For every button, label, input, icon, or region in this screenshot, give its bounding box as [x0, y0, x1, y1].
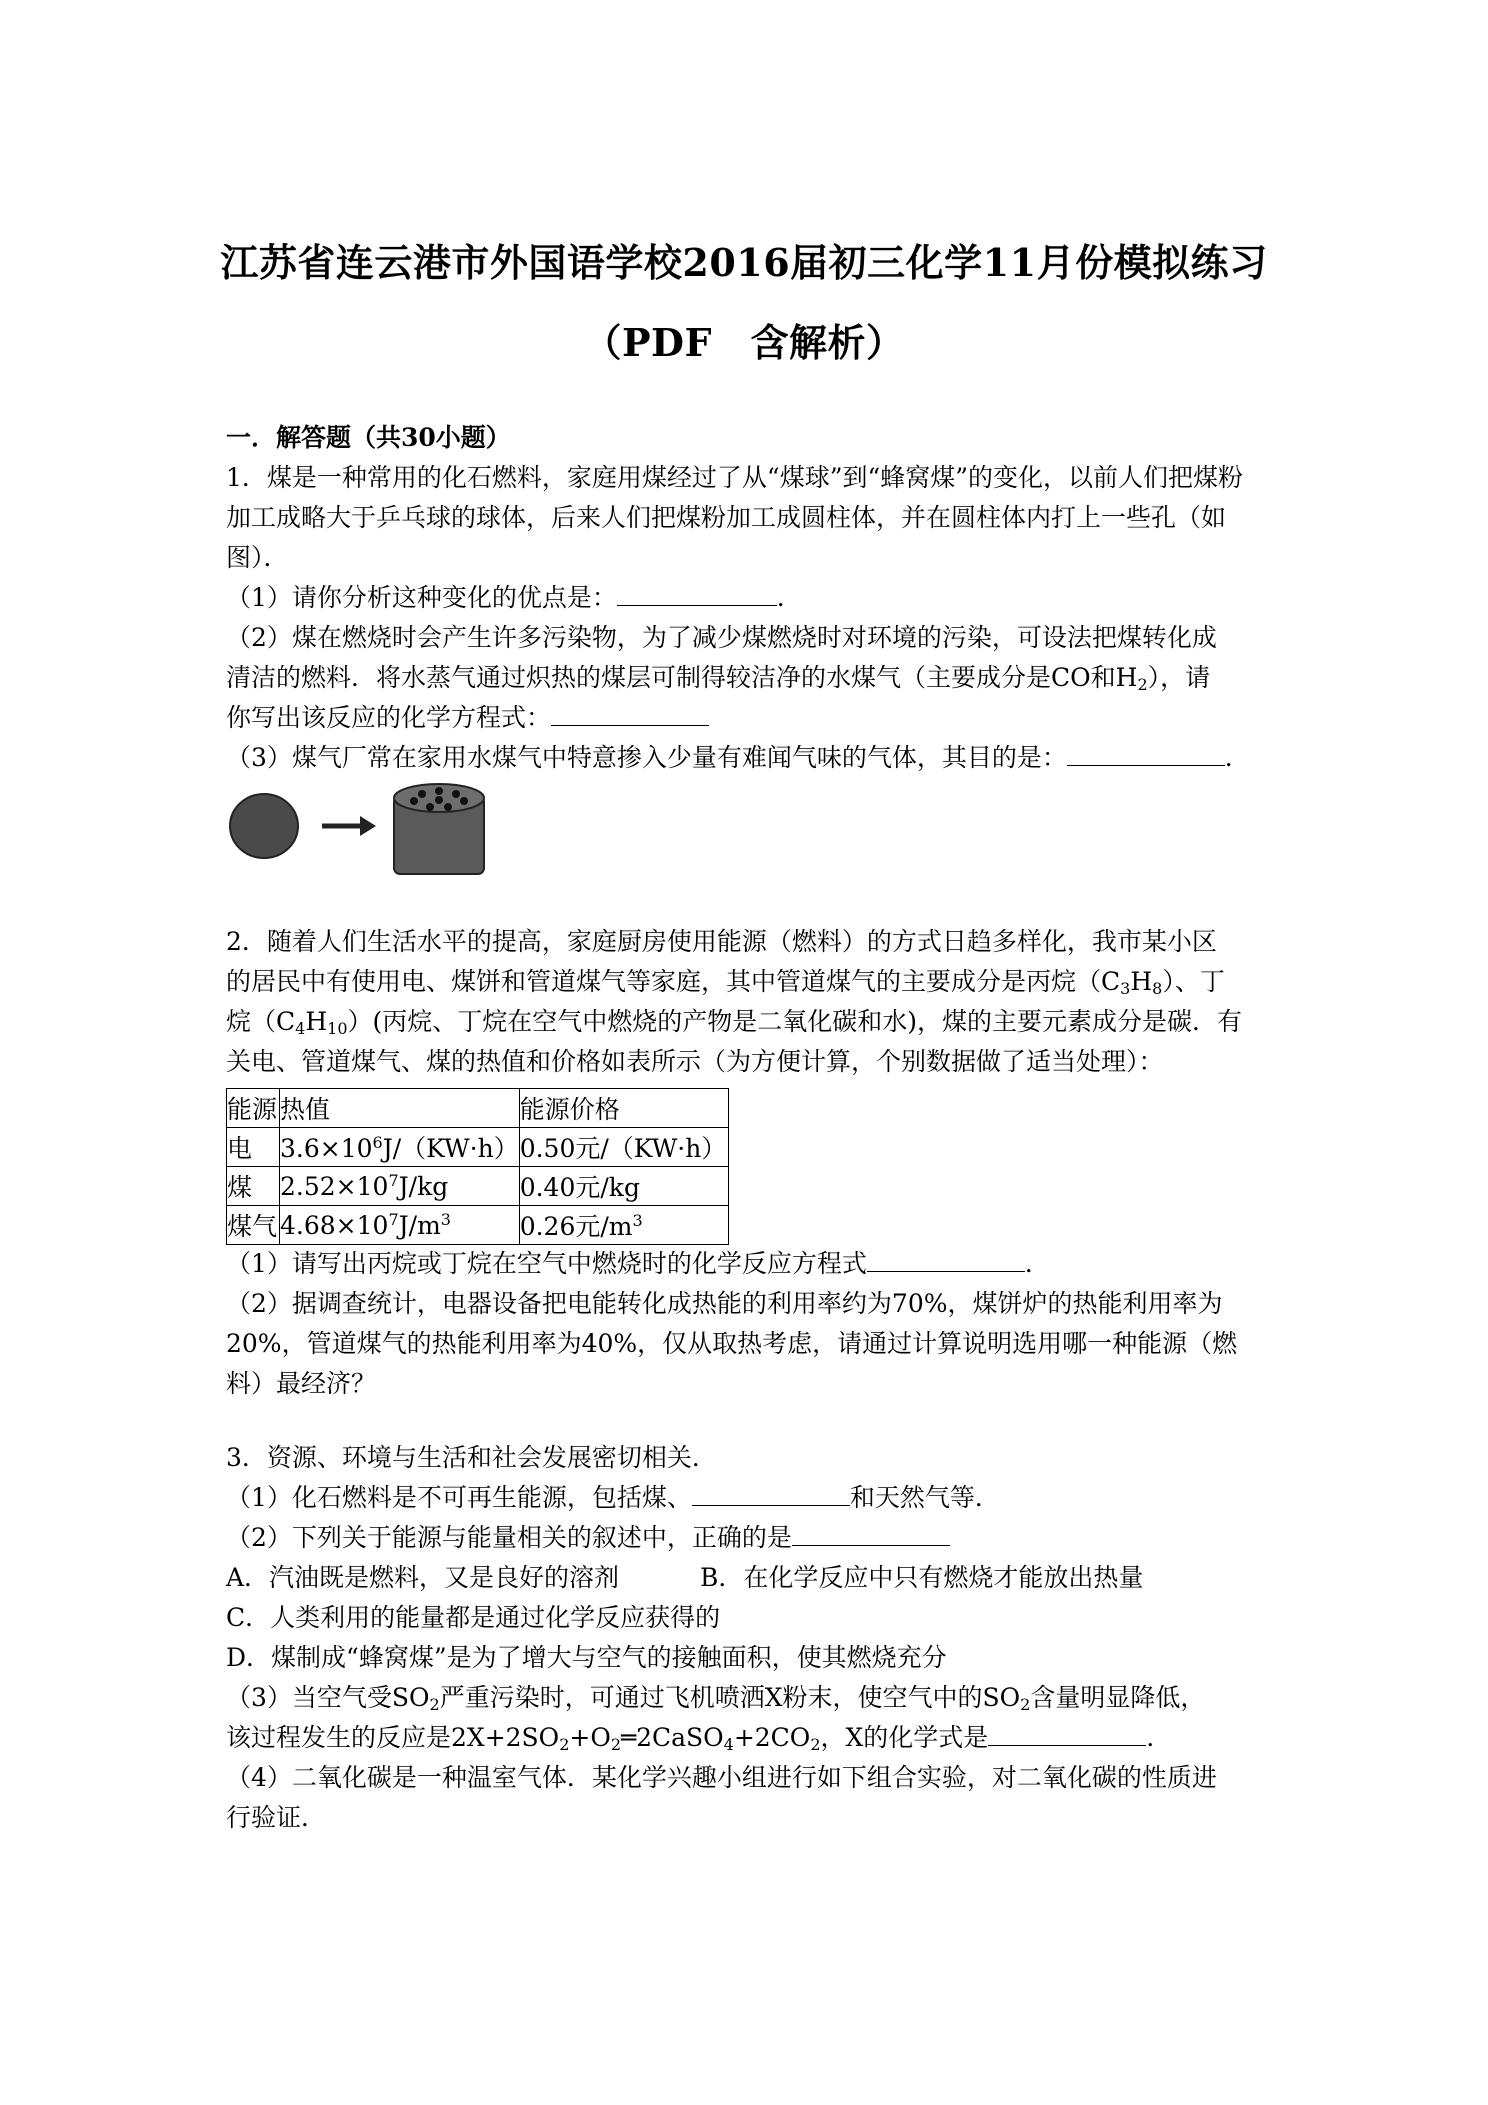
q3-options-ab	[226, 1558, 1266, 1598]
option-a: A．汽油既是燃料，又是良好的溶剂	[226, 1563, 620, 1592]
text-span: 你写出该反应的化学方程式：	[226, 703, 552, 732]
table-cell	[280, 1167, 520, 1206]
q3-part-3-line-1	[226, 1678, 1266, 1718]
subscript: 3	[1120, 979, 1131, 998]
table-header-cell: 能源价格	[519, 1089, 728, 1128]
option-b: B．在化学反应中只有燃烧才能放出热量	[700, 1563, 1144, 1592]
q1-part-2-line-1: （2）煤在燃烧时会产生许多污染物，为了减少煤燃烧时对环境的污染，可设法把煤转化成	[226, 623, 1217, 652]
text-span: （3）煤气厂常在家用水煤气中特意掺入少量有难闻气味的气体，其目的是：	[226, 743, 1067, 772]
subscript: 4	[723, 1735, 734, 1754]
question-3-block	[226, 1438, 1266, 1838]
option-d: D．煤制成“蜂窝煤”是为了增大与空气的接触面积，使其燃烧充分	[226, 1643, 947, 1672]
q1-line-2: 加工成略大于乒乓球的球体，后来人们把煤粉加工成圆柱体，并在圆柱体内打上一些孔（如	[226, 503, 1227, 532]
table-cell	[280, 1206, 520, 1245]
text-span: 含量明显降低，	[1030, 1683, 1206, 1712]
q1-line-1: 1．煤是一种常用的化石燃料，家庭用煤经过了从“煤球”到“蜂窝煤”的变化，以前人们把煤粉	[226, 463, 1244, 492]
text-span: ．	[1146, 1723, 1172, 1752]
subscript: 2	[559, 1735, 570, 1754]
table-cell	[280, 1128, 520, 1167]
coal-ball-to-briquette-figure	[226, 782, 496, 878]
answer-blank[interactable]	[692, 1479, 850, 1506]
q1-part-3	[226, 738, 1266, 778]
superscript: 7	[388, 1170, 399, 1190]
subscript: 2	[429, 1695, 440, 1714]
q2-part-2-line-2: 20%，管道煤气的热能利用率为40%，仅从取热考虑，请通过计算说明选用哪一种能源（燃	[226, 1329, 1238, 1358]
superscript: 7	[388, 1209, 399, 1229]
q3-line-1: 3．资源、环境与生活和社会发展密切相关．	[226, 1443, 717, 1472]
answer-blank[interactable]	[792, 1519, 950, 1546]
document-title-line-1: 江苏省连云港市外国语学校2016届初三化学11月份模拟练习	[220, 240, 1268, 285]
q1-part-1	[226, 578, 1266, 618]
text-span: ）、丁	[1162, 967, 1225, 996]
text-span: ），请	[1147, 663, 1211, 692]
q2-part-1	[226, 1244, 1266, 1284]
text-span: 的居民中有使用电、煤饼和管道煤气等家庭，其中管道煤气的主要成分是丙烷（C	[226, 967, 1121, 996]
table-row	[227, 1206, 729, 1245]
text-span: 烷（C	[226, 1007, 296, 1036]
table-cell: 煤气	[227, 1206, 280, 1245]
q2-part-2-line-3: 料）最经济？	[226, 1369, 377, 1398]
question-2-parts	[226, 1244, 1266, 1404]
subscript: 2	[610, 1735, 622, 1754]
table-row	[227, 1128, 729, 1167]
text-span: 4.68×10	[280, 1210, 389, 1240]
table-cell: 煤	[227, 1167, 280, 1206]
q1-line-3: 图）．	[226, 543, 289, 572]
superscript: 3	[632, 1211, 643, 1230]
question-2-block	[226, 922, 1266, 1082]
text-span: （2）下列关于能源与能量相关的叙述中，正确的是	[226, 1523, 792, 1552]
answer-blank[interactable]	[867, 1245, 1025, 1272]
section-heading: 一．解答题（共30小题）	[226, 423, 511, 452]
energy-comparison-table	[226, 1088, 729, 1245]
option-c: C．人类利用的能量都是通过化学反应获得的	[226, 1603, 721, 1632]
table-header-cell: 热值	[280, 1089, 520, 1128]
q2-line-2	[226, 962, 1266, 1002]
text-span: 和天然气等．	[849, 1483, 1000, 1512]
q1-part-2-line-2	[226, 658, 1266, 698]
subscript: 8	[1152, 979, 1163, 998]
text-span: +2CO	[733, 1723, 811, 1752]
document-title-line-2: （PDF 含解析）	[583, 320, 905, 365]
table-cell	[519, 1206, 728, 1245]
subscript: 2	[810, 1735, 821, 1754]
question-1-block	[226, 418, 1266, 778]
table-row	[227, 1167, 729, 1206]
superscript: 3	[440, 1209, 451, 1229]
q3-part-2	[226, 1518, 1266, 1558]
text-span: J/kg	[398, 1171, 449, 1201]
text-span: 严重污染时，可通过飞机喷洒X粉末，使空气中的SO	[439, 1683, 1021, 1712]
q1-part-1-text: （1）请你分析这种变化的优点是：	[226, 583, 617, 612]
coal-ball-icon	[230, 794, 298, 858]
table-cell: 0.40元/kg	[519, 1167, 728, 1206]
text-span: J/（KW·h）	[382, 1134, 519, 1163]
text-span: 该过程发生的反应是2X+2SO	[226, 1723, 560, 1752]
text-span: H	[305, 1007, 328, 1036]
subscript: 2	[1137, 675, 1148, 694]
q3-part-4-line-1: （4）二氧化碳是一种温室气体．某化学兴趣小组进行如下组合实验，对二氧化碳的性质进	[226, 1763, 1217, 1792]
q2-part-2-line-1: （2）据调查统计，电器设备把电能转化成热能的利用率约为70%，煤饼炉的热能利用率为	[226, 1289, 1223, 1318]
text-span: （3）当空气受SO	[226, 1683, 430, 1712]
subscript: 4	[295, 1019, 306, 1038]
subscript: 10	[327, 1019, 348, 1038]
text-span: ）(丙烷、丁烷在空气中燃烧的产物是二氧化碳和水)，煤的主要元素成分是碳．有	[347, 1007, 1243, 1036]
table-header-row	[227, 1089, 729, 1128]
q2-line-1: 2．随着人们生活水平的提高，家庭厨房使用能源（燃料）的方式日趋多样化，我市某小区	[226, 927, 1217, 956]
subscript: 2	[1020, 1695, 1031, 1714]
text-span: J/m	[398, 1210, 441, 1240]
superscript: 6	[372, 1133, 383, 1152]
arrow-right-icon	[322, 816, 376, 836]
answer-blank[interactable]	[1067, 739, 1225, 766]
text-span: H	[1130, 967, 1153, 996]
text-span: ═2CaSO	[621, 1723, 724, 1752]
q2-line-3	[226, 1002, 1266, 1042]
table-cell: 0.50元/（KW·h）	[519, 1128, 728, 1167]
text-span: ．	[1224, 743, 1250, 772]
text-span: +O	[569, 1723, 611, 1752]
text-span: （1）请写出丙烷或丁烷在空气中燃烧时的化学反应方程式	[226, 1249, 867, 1278]
text-span: 清洁的燃料．将水蒸气通过炽热的煤层可制得较洁净的水煤气（主要成分是CO和H	[226, 663, 1138, 692]
q1-part-1-end: ．	[776, 583, 802, 612]
q3-part-1	[226, 1478, 1266, 1518]
text-span: 0.26元/m	[519, 1212, 633, 1241]
table-cell: 电	[227, 1128, 280, 1167]
table-header-cell: 能源	[227, 1089, 280, 1128]
text-span: ，X的化学式是	[820, 1723, 989, 1752]
honeycomb-briquette-icon	[394, 784, 484, 874]
q1-part-2-line-3	[226, 698, 1266, 738]
text-span: 3.6×10	[280, 1134, 373, 1163]
text-span: ．	[1024, 1249, 1050, 1278]
q2-line-4: 关电、管道煤气、煤的热值和价格如表所示（为方便计算，个别数据做了适当处理）：	[226, 1047, 1164, 1076]
q3-part-4-line-2: 行验证．	[226, 1803, 327, 1832]
answer-blank[interactable]	[551, 699, 709, 726]
text-span: （1）化石燃料是不可再生能源，包括煤、	[226, 1483, 692, 1512]
answer-blank[interactable]	[988, 1719, 1146, 1746]
text-span: 2.52×10	[280, 1171, 389, 1201]
q3-part-3-line-2	[226, 1718, 1266, 1758]
answer-blank[interactable]	[617, 579, 777, 606]
